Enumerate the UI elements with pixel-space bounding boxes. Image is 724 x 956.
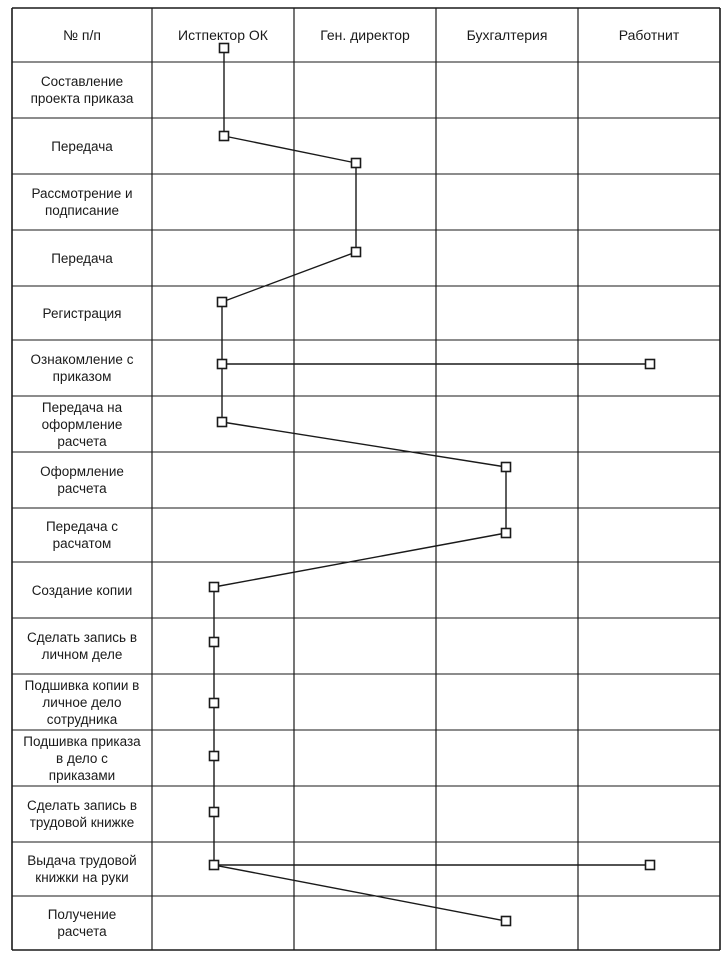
flow-node — [646, 861, 655, 870]
flow-node — [502, 463, 511, 472]
flow-connector — [214, 865, 506, 921]
flow-node — [220, 132, 229, 141]
flow-connector — [224, 136, 356, 163]
step-label: Рассмотрение и подписание — [31, 186, 133, 218]
flow-node — [352, 248, 361, 257]
step-label: Ознакомление с приказом — [30, 352, 134, 384]
column-header: № п/п — [63, 26, 101, 43]
flow-node — [218, 298, 227, 307]
step-label: Подшивка копии в личное дело сотрудника — [24, 677, 140, 727]
flow-node — [502, 917, 511, 926]
step-label: Регистрация — [42, 305, 122, 321]
column-header: Истпектор ОК — [178, 26, 268, 43]
column-header: Ген. директор — [320, 26, 410, 43]
step-label: Сделать запись в трудовой книжке — [27, 798, 137, 830]
flow-node — [210, 752, 219, 761]
flow-connector — [222, 422, 506, 467]
column-header: Работнит — [618, 26, 680, 43]
flow-node — [646, 360, 655, 369]
step-label: Создание копии — [31, 582, 133, 598]
flow-node — [210, 808, 219, 817]
flow-node — [218, 360, 227, 369]
flow-node — [210, 583, 219, 592]
step-label: Выдача трудовой книжки на руки — [27, 853, 137, 885]
flow-connector — [222, 252, 356, 302]
column-header: Бухгалтерия — [466, 26, 548, 43]
flow-connector — [214, 533, 506, 587]
step-label: Передача с расчатом — [45, 519, 119, 551]
step-label: Передача — [51, 138, 113, 154]
process-flow — [210, 44, 655, 926]
flow-node — [210, 699, 219, 708]
flow-node — [218, 418, 227, 427]
step-label: Оформление расчета — [40, 464, 124, 496]
flow-node — [210, 638, 219, 647]
step-label: Составление проекта приказа — [30, 74, 134, 106]
flow-node — [502, 529, 511, 538]
step-label: Сделать запись в личном деле — [27, 630, 137, 662]
flow-node — [352, 159, 361, 168]
step-label: Передача — [51, 250, 113, 266]
flow-node — [210, 861, 219, 870]
step-label: Передача на оформление расчета — [41, 399, 123, 449]
step-label: Получение расчета — [47, 907, 117, 939]
step-label: Подшивка приказа в дело с приказами — [23, 733, 141, 783]
